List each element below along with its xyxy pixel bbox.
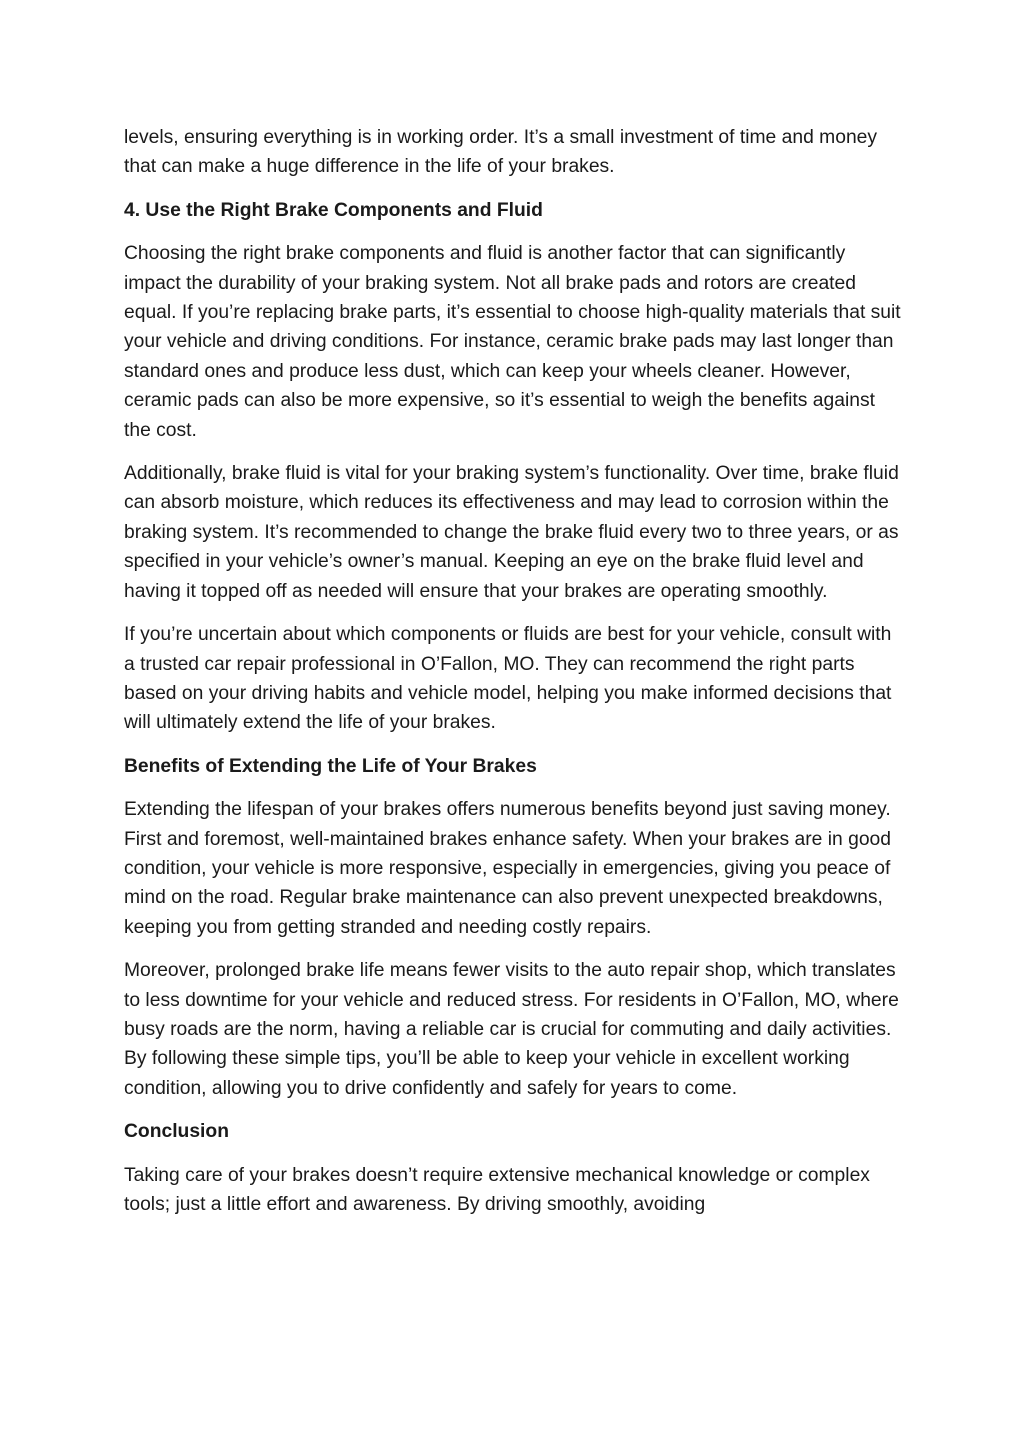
section-heading-brake-components: 4. Use the Right Brake Components and Fluid [124,199,543,221]
paragraph-benefits-safety: Extending the lifespan of your brakes offers numerous benefits beyond just saving money. First and foremost, well-maintained brakes enhance safety. When your brakes are in good condition, your vehicle is more responsive, especially in emergencies, giving you peace of mind on the road. Regular brake maintenance can also prevent unexpected breakdowns, keeping you from getting stranded and needing costly repairs. [124,799,891,938]
paragraph-conclusion: Taking care of your brakes doesn’t require extensive mechanical knowledge or complex tools; just a little effort and awareness. By driving smoothly, avoiding [124,1164,870,1215]
paragraph-continued: levels, ensuring everything is in working order. It’s a small investment of time and money that can make a huge difference in the life of your brakes. [124,127,878,178]
paragraph-brake-components: Choosing the right brake components and fluid is another factor that can significantly impact the durability of your braking system. Not all brake pads and rotors are created equal. If you’re replacing brake parts, it’s essential to choose high-quality materials that suit your vehicle and driving conditions. For instance, ceramic brake pads may last longer than standard ones and produce less dust, which can keep your wheels cleaner. However, ceramic pads can also be more expensive, so it’s essential to weigh the benefits against the cost. [124,243,901,441]
document-body [124,123,904,1233]
section-heading-conclusion: Conclusion [124,1121,229,1143]
paragraph-benefits-downtime: Moreover, prolonged brake life means fewer visits to the auto repair shop, which translates to less downtime for your vehicle and reduced stress. For residents in O’Fallon, MO, where busy roads are the norm, having a reliable car is crucial for commuting and daily activities. By following these simple tips, you’ll be able to keep your vehicle in excellent working condition, allowing you to drive confidently and safely for years to come. [124,960,899,1099]
paragraph-brake-fluid: Additionally, brake fluid is vital for your braking system’s functionality. Over time, brake fluid can absorb moisture, which reduces its effectiveness and may lead to corrosion within the braking system. It’s recommended to change the brake fluid every two to three years, or as specified in your vehicle’s owner’s manual. Keeping an eye on the brake fluid level and having it topped off as needed will ensure that your brakes are operating smoothly. [124,463,899,602]
section-heading-benefits: Benefits of Extending the Life of Your Brakes [124,755,537,777]
paragraph-consult-professional: If you’re uncertain about which components or fluids are best for your vehicle, consult with a trusted car repair professional in O’Fallon, MO. They can recommend the right parts based on your driving habits and vehicle model, helping you make informed decisions that will ultimately extend the life of your brakes. [124,624,892,734]
